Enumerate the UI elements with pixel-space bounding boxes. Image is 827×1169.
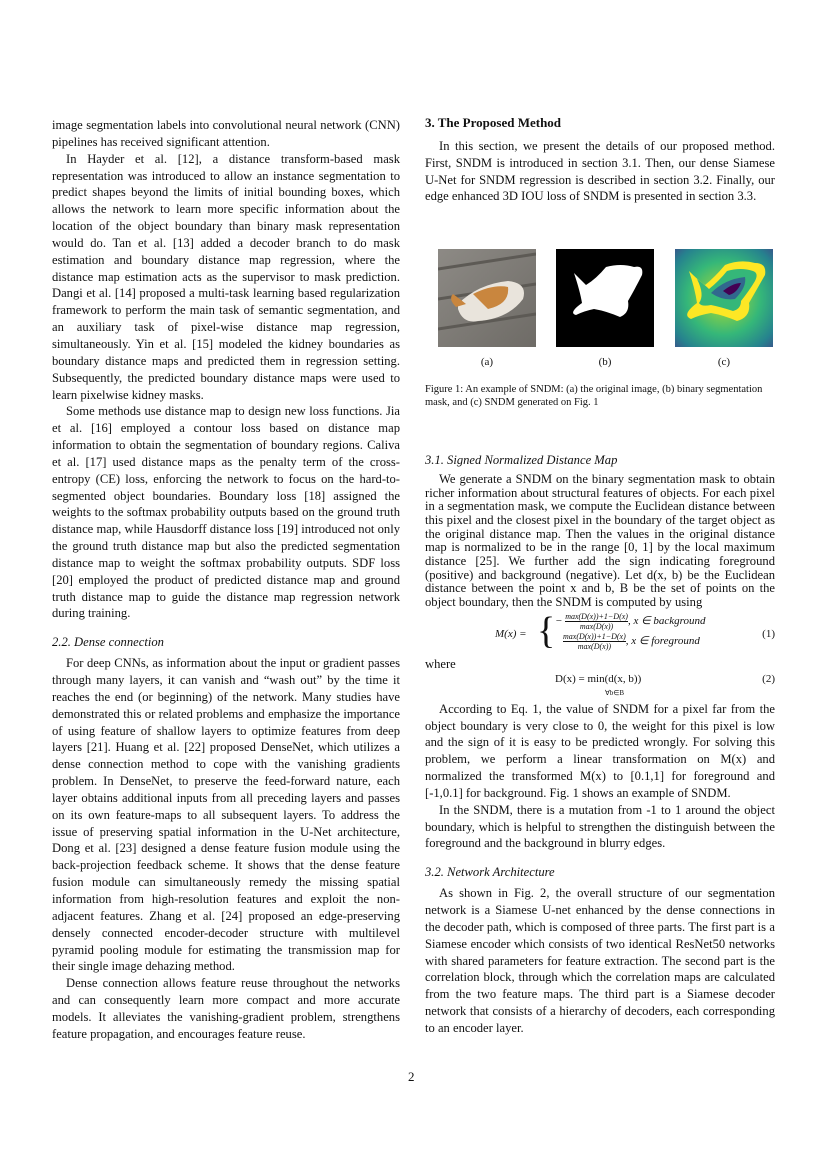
equation-number: (1) xyxy=(762,627,775,640)
paragraph: According to Eq. 1, the value of SNDM for a pixel far from the object boundary is very close to 0, the weight for this pixel is low and the sign of it is easy to be predicted wrongly. For solving this problem, we perform a linear transformation on M(x) and normalized the transformed M(x) to [0.1,1] for foreground and [-1,0.1] for background. Fig. 1 shows an example of SNDM. xyxy=(425,701,775,800)
denominator: max(D(x)) xyxy=(577,641,612,651)
page-number: 2 xyxy=(408,1069,415,1084)
numerator: max(D(x))+1−D(x) xyxy=(565,611,628,621)
section-heading-3: 3. The Proposed Method xyxy=(425,115,562,130)
equation-subscript: ∀b∈B xyxy=(605,688,625,697)
equation-expression: D(x) = min(d(x, b)) xyxy=(555,672,642,685)
right-column-bottom xyxy=(425,440,775,1037)
equation-1 xyxy=(425,610,775,656)
case-background xyxy=(555,612,706,631)
section-heading-3-2: 3.2. Network Architecture xyxy=(425,865,555,880)
numerator: max(D(x))+1−D(x) xyxy=(563,631,626,641)
figure-caption: Figure 1: An example of SNDM: (a) the original image, (b) binary segmentation mask, and (c) SNDM generated on Fig. 1 xyxy=(425,384,763,408)
paragraph: Dense connection allows feature reuse throughout the networks and can consequently learn more compact and more accurate models. It alleviates the vanishing-gradient problem, strengthens feature propagation, and encourages feature reuse. xyxy=(52,976,400,1041)
paragraph: As shown in Fig. 2, the overall structure of our segmentation network is a Siamese U-net enhanced by the dense connections in the decoder path, which is composed of three parts. The first part is a Siamese encoder which consists of two identical ResNet50 networks with shared parameters for feature extraction. The second part is the correlation block, through which the correlation maps are calculated from the two feature maps. The third part is a Siamese decoder network that consists of a hierarchy of decoders, each corresponding to an encoder layer. xyxy=(425,886,775,1035)
equation-number: (2) xyxy=(762,672,775,685)
paragraph: image segmentation labels into convolutional neural network (CNN) pipelines has received significant attention. xyxy=(52,118,400,149)
figure-original-image xyxy=(438,249,536,347)
figure-sndm xyxy=(675,249,773,347)
case-condition: , x ∈ background xyxy=(627,614,706,627)
section-heading-2-2: 2.2. Dense connection xyxy=(52,635,164,650)
paragraph: We generate a SNDM on the binary segmentation mask to obtain richer information about structural features of objects. For each pixel in a segmentation mask, we compute the Euclidean distance between this pixel and the closest pixel in the boundary of the target object as the original distance map. Then the values in the original distance map is normalized to be in the range [0, 1] by the local maximum distance [25]. We further add the sign indicating foreground (positive) and background (negative). Let d(x, b) be the Euclidean distance between the point x and b, B be the set of points on the object boundary, then the SNDM is computed by using xyxy=(425,471,775,610)
section-heading-3-1: 3.1. Signed Normalized Distance Map xyxy=(425,453,618,467)
minus-sign: − xyxy=(555,614,563,627)
equation-lhs: M(x) = xyxy=(495,627,527,640)
figure-label-a: (a) xyxy=(480,356,494,368)
case-condition: , x ∈ foreground xyxy=(625,634,700,647)
where-text: where xyxy=(425,656,456,671)
fraction xyxy=(563,632,626,651)
right-column-top xyxy=(425,115,775,205)
left-column xyxy=(52,117,400,1043)
fraction xyxy=(565,612,628,631)
paragraph: In the SNDM, there is a mutation from -1 to 1 around the object boundary, which is helpful to strengthen the distinguish between the foreground and the background in blurry edges. xyxy=(425,802,775,851)
paragraph: In this section, we present the details of our proposed method. First, SNDM is introduced in section 3.1. Then, our dense Siamese U-Net for SNDM regression is described in section 3.2. Finally, our edge enhanced 3D IOU loss of SNDM is presented in section 3.3. xyxy=(425,138,775,204)
figure-label-c: (c) xyxy=(717,356,731,368)
case-foreground xyxy=(563,632,700,651)
denominator: max(D(x)) xyxy=(579,621,614,631)
paragraph: For deep CNNs, as information about the input or gradient passes through many layers, it can vanish and “wash out” by the time it reaches the end (or beginning) of the network. Many studies have demonstrated this or related problems and emphasize the importance of using feature of shallow layers to optimize features from deep layers [21]. Huang et al. [22] proposed DenseNet, which utilizes a dense connection method to cope with the vanishing gradients problem. In DenseNet, to preserve the feed-forward nature, each layer obtains additional inputs from all preceding layers and passes on its own feature-maps to all subsequent layers. To address the issue of preserving spatial information in the U-Net architecture, Dong et al. [23] designed a dense feature fusion module using the back-projection feedback scheme. It shows that the dense feature fusion module can simultaneously remedy the missing spatial information from high-resolution features and exploit the non-adjacent features. Zhang et al. [24] proposed an edge-preserving densely connected encoder-decoder structure with multilevel pyramid pooling module for estimating the transmission map for their single image dehazing method. xyxy=(52,656,400,974)
brace: { xyxy=(537,609,556,652)
paragraph: In Hayder et al. [12], a distance transform-based mask representation was introduced to allow an instance segmentation to predict shapes beyond the limits of initial bounding boxes, which allows the network to learn more specific information about the location of the object boundary than binary mask representation would do. Tan et al. [13] added a decoder branch to do mask estimation and boundary distance map regression, where the distance map estimation acts as the supervisor to mask prediction. Dangi et al. [14] proposed a multi-task learning based regularization framework to perform the main task of semantic segmentation, and an auxiliary task of pixel-wise distance map regression, simultaneously. Yin et al. [15] modeled the kidney boundaries as boundary distance maps and predicted them in regression setting. Subsequently, the predicted boundary distance maps were used to learn pixelwise kidney masks. xyxy=(52,151,400,402)
paragraph: Some methods use distance map to design new loss functions. Jia et al. [16] employed a contour loss based on distance map information to obtain the segmentation of boundary regions. Caliva et al. [17] used distance maps as the penalty term of the cross-entropy (CE) loss, enforcing the network to focus on the hard-to-segmented object boundaries. Boundary loss [18] assigned the weights to the softmax probability outputs based on the ground truth distance map, while Hausdorff distance loss [19] introduced not only the ground truth distance map but also the predicted segmentation distance map to weight the softmax probability outputs. SDF loss [20] employed the product of predicted distance map and ground truth distance map to guide the distance map regression network during training. xyxy=(52,404,400,621)
equation-2 xyxy=(425,667,775,701)
figure-label-b: (b) xyxy=(598,356,612,368)
figure-binary-mask xyxy=(556,249,654,347)
